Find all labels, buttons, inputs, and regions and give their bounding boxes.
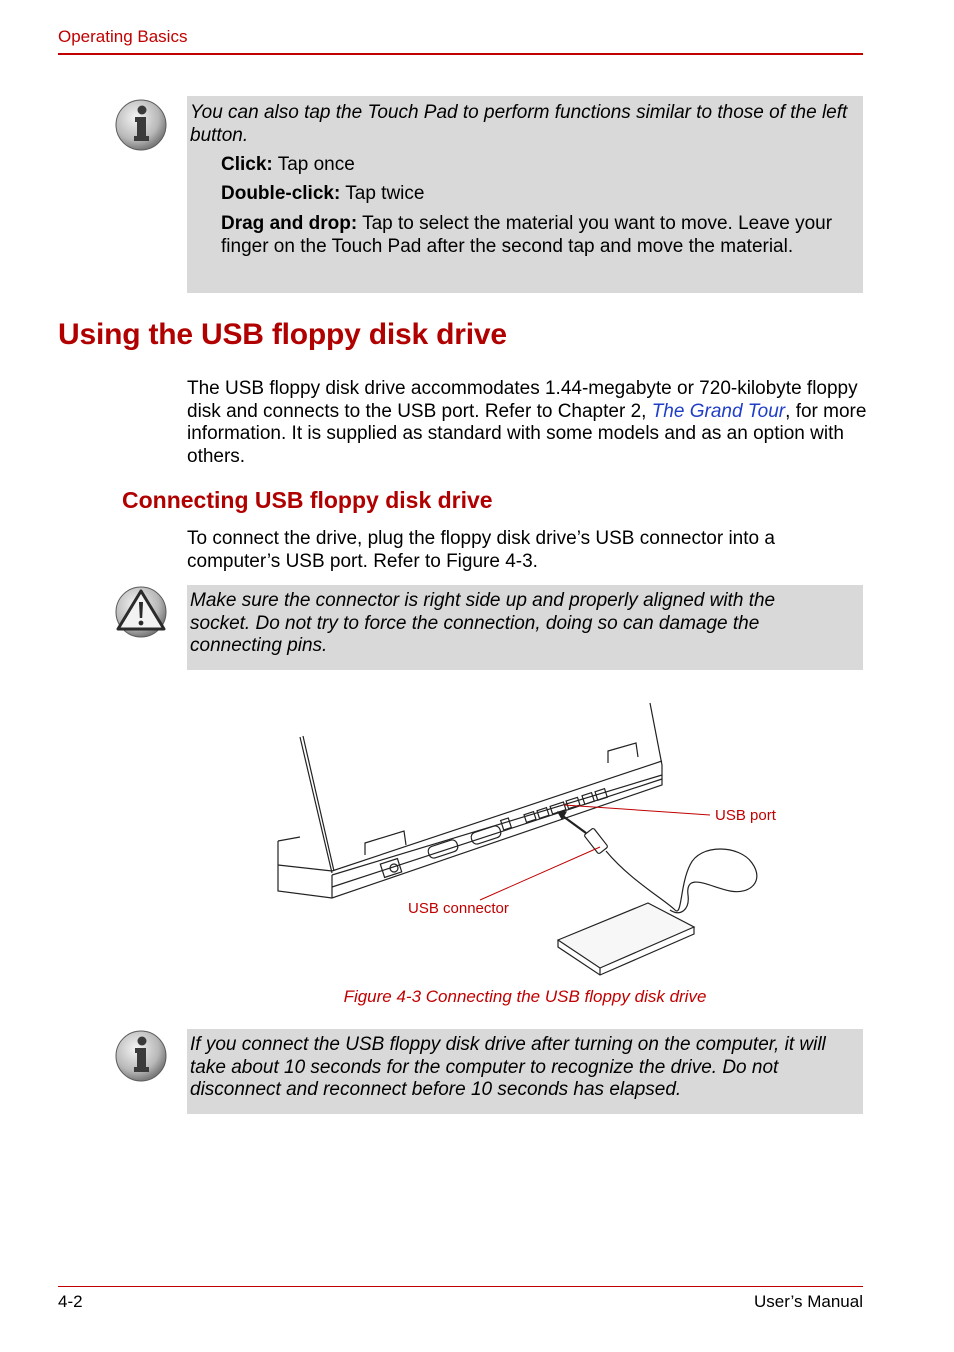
term: Click: [221,154,273,175]
term: Double-click: [221,183,341,204]
manual-title: User’s Manual [754,1292,863,1311]
definition-item [221,183,851,206]
definition-item [221,154,851,177]
subsection-paragraph: To connect the drive, plug the floppy disk drive’s USB connector into a computer’s USB port. Refer to Figure 4-3. [187,528,775,572]
header-rule [58,53,863,55]
description: Tap once [277,154,355,175]
caution-box [187,585,863,670]
definition-item [221,213,851,258]
figure-caption: Figure 4-3 Connecting the USB floppy disk drive [343,987,707,1006]
info-icon [114,1029,168,1088]
note-box [187,1029,863,1114]
description: Tap twice [345,183,425,204]
term: Drag and drop: [221,213,358,234]
paragraph-text: The USB floppy disk drive accommodates 1.44-megabyte or 720-kilobyte floppy disk and connects to the USB port. Refer to Chapter 2, [187,378,858,422]
page-header-section: Operating Basics [58,27,188,46]
note-text: If you connect the USB floppy disk drive after turning on the computer, it will take about 10 seconds for the computer to recognize the drive. Do not disconnect and reconnect before 10 seconds has elapsed. [190,1034,826,1100]
chapter-link[interactable]: The Grand Tour [651,400,786,422]
laptop-lid-edge [300,737,332,873]
usb-connector-leader [480,847,600,900]
info-icon [114,98,168,157]
subsection-title: Connecting USB floppy disk drive [122,487,493,513]
usb-port-leader [564,805,710,815]
paragraph-text: , for more information. It is supplied as standard with some models and as an option with others. [187,400,867,468]
section-paragraph [187,378,867,469]
figure-illustration [270,695,790,985]
section-title: Using the USB floppy disk drive [58,318,507,351]
footer-rule [58,1286,863,1287]
caution-text: Make sure the connector is right side up and properly aligned with the socket. Do not try to force the connection, doing so can damage the connecting pins. [190,590,776,656]
caution-icon [114,585,168,644]
usb-connector-label: USB connector [408,900,509,917]
description: Tap to select the material you want to move. Leave your finger on the Touch Pad after the second tap and move the material. [221,213,833,257]
page-number: 4-2 [58,1292,83,1311]
note-box [187,96,863,293]
usb-port-label: USB port [715,807,776,824]
note-text: You can also tap the Touch Pad to perform functions similar to those of the left button. [190,102,848,146]
